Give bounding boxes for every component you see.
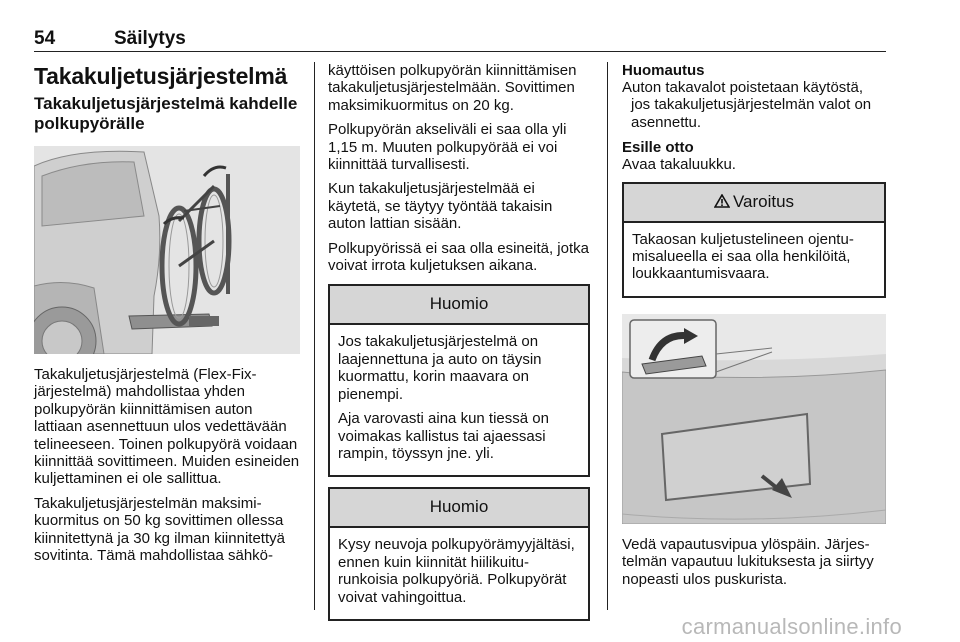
caution-box xyxy=(328,487,590,621)
column-1 xyxy=(34,62,300,571)
section-title: Säilytys xyxy=(114,28,186,49)
column-divider xyxy=(607,62,608,610)
paragraph: Avaa takaluukku. xyxy=(622,156,736,174)
warning-text: Takaosan kuljetustelineen ojentumisalueella ei saa olla henkilöitä, loukkaantumisvaara. xyxy=(632,230,854,283)
watermark: carmanualsonline.info xyxy=(681,614,902,639)
warning-triangle-icon xyxy=(714,192,730,212)
paragraph: Polkupyörissä ei saa olla esineitä, jotka voivat irrota kuljetuksen aikana. xyxy=(328,239,589,275)
chapter-title: Takakuljetusjärjestelmä xyxy=(34,63,288,89)
paragraph: Takakuljetusjärjestelmä (Flex-Fix-järjestelmä) mahdollistaa yhden polkupyörän kiinnittämisen auton lattiaan asennettuun ulos vedettävään telineeseen. Toinen polkupyörä voidaan kiinnittää sovittimeen. Muiden esineiden kuljettaminen ei ole sallittua. xyxy=(34,366,300,488)
procedure-label: Esille otto xyxy=(622,139,694,157)
paragraph: Vedä vapautusvipua ylöspäin. Järjestelmän vapautuu lukituksesta ja siirtyy nopeasti ulos puskurista. xyxy=(622,535,874,588)
note-title: Huomautus xyxy=(622,62,705,79)
caution-heading: Huomio xyxy=(330,286,588,325)
note-text: Auton takavalot poistetaan käytöstä, jos takakuljetusjärjestelmän valot on asennettu. xyxy=(622,79,872,131)
paragraph: Polkupyörän akseliväli ei saa olla yli 1,15 m. Muuten polkupyörää ei voi kiinnittää turvallisesti. xyxy=(328,121,567,174)
page-number: 54 xyxy=(34,28,56,49)
caution-heading: Huomio xyxy=(330,489,588,528)
column-2 xyxy=(328,62,590,631)
subsection-title: Takakuljetusjärjestelmä kahdelle polkupyörälle xyxy=(34,94,298,133)
column-3 xyxy=(622,62,886,595)
warning-box xyxy=(622,182,886,298)
caution-text: Jos takakuljetusjärjestelmä on laajennettuna ja auto on täysin kuormattu, korin maavara on pienempi. xyxy=(338,333,542,403)
warning-heading: Varoitus xyxy=(624,184,884,223)
paragraph: käyttöisen polkupyörän kiinnittämisen takakuljetusjärjestelmään. Sovittimen maksimikuormitus on 20 kg. xyxy=(328,62,577,114)
caution-text: Kysy neuvoja polkupyörämyyjältäsi, ennen kuin kiinnität hiilikuiturunkoisia polkupyöriä. Polkupyörät voivat vahingoittua. xyxy=(338,536,575,606)
paragraph: Kun takakuljetusjärjestelmää ei käytetä, se täytyy työntää takaisin auton lattian sisään. xyxy=(328,180,553,233)
caution-box xyxy=(328,284,590,477)
column-divider xyxy=(314,62,315,610)
page-header xyxy=(34,26,886,52)
release-lever-illustration xyxy=(622,314,886,524)
caution-text: Aja varovasti aina kun tiessä on voimakas kallistus tai ajaessasi rampin, töyssyn jne. yli. xyxy=(338,410,549,462)
paragraph: Takakuljetusjärjestelmän maksimikuormitus on 50 kg sovittimen ollessa kiinnitettynä ja 30 kg ilman kiinnitettyä sovitinta. Tämä mahdollistaa sähkö- xyxy=(34,494,285,565)
bicycle-carrier-illustration xyxy=(34,146,300,354)
